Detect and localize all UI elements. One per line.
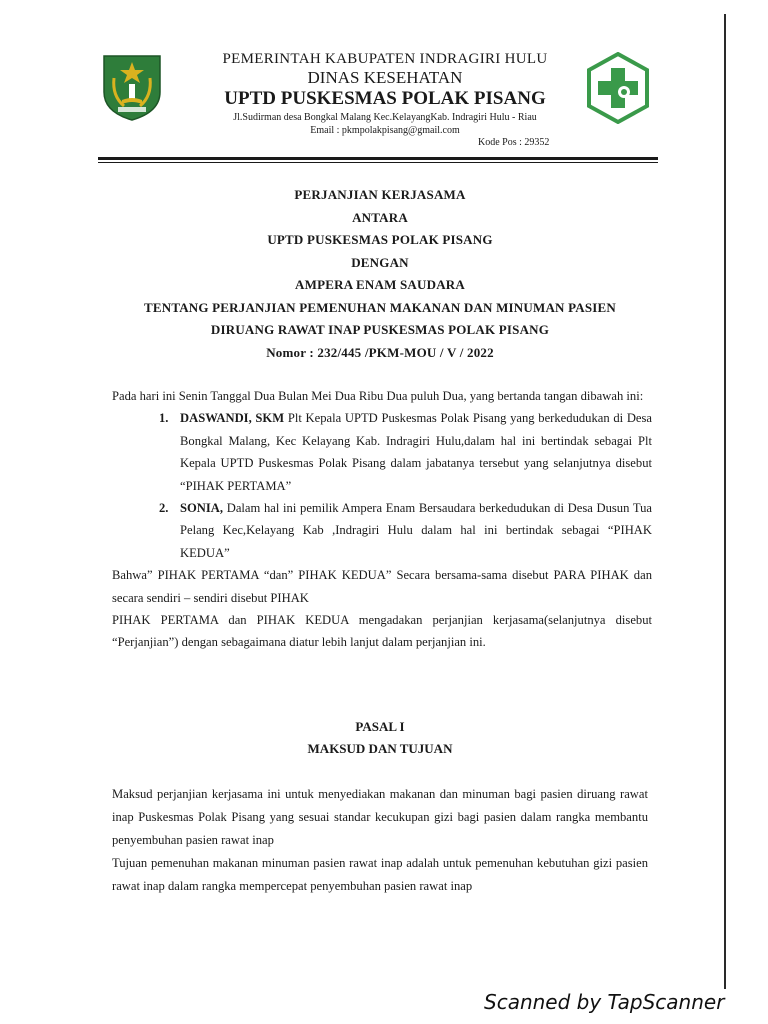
party-name: DASWANDI, SKM	[180, 411, 285, 426]
letterhead	[190, 50, 580, 137]
article-number: PASAL I	[355, 719, 405, 734]
agreement-number: Nomor : 232/445 /PKM-MOU / V / 2022	[266, 344, 494, 360]
list-item	[112, 407, 652, 497]
party-description: Dalam hal ini pemilik Ampera Enam Bersaudara berkedudukan di Desa Dusun Tua Pelang Kec,Kelayang Kab ,Indragiri Hulu dalam hal ini bertindak sebagai “PIHAK KEDUA”	[180, 501, 652, 560]
title-line-3: UPTD PUSKESMAS POLAK PISANG	[267, 232, 493, 247]
article-title: MAKSUD DAN TUJUAN	[307, 741, 453, 756]
regency-emblem-icon	[100, 52, 164, 122]
letterhead-rule-thin	[98, 162, 658, 163]
objective-paragraph: Tujuan pemenuhan makanan minuman pasien rawat inap adalah untuk pemenuhan kebutuhan gizi pasien rawat inap dalam rangka mempercepat penyembuhan pasien rawat inap	[112, 856, 648, 893]
parties-list	[112, 407, 652, 564]
title-line-1: PERJANJIAN KERJASAMA	[294, 187, 466, 202]
article-heading	[100, 716, 660, 760]
letterhead-government: PEMERINTAH KABUPATEN INDRAGIRI HULU	[222, 51, 548, 67]
article-body	[112, 783, 648, 898]
title-line-7: DIRUANG RAWAT INAP PUSKESMAS POLAK PISANG	[210, 322, 550, 337]
letterhead-department: DINAS KESEHATAN	[307, 68, 463, 87]
agreement-body	[112, 385, 652, 654]
letterhead-address: Jl.Sudirman desa Bongkal Malang Kec.KelayangKab. Indragiri Hulu - Riau	[233, 112, 537, 123]
party-number: 2.	[159, 501, 169, 516]
letterhead-email: Email : pkmpolakpisang@gmail.com	[310, 125, 460, 136]
title-line-2: ANTARA	[352, 209, 408, 225]
agreement-statement-paragraph: PIHAK PERTAMA dan PIHAK KEDUA mengadakan perjanjian kerjasama(selanjutnya disebut “Perjanjian”) dengan sebagaimana diatur lebih lanjut dalam perjanjian ini.	[112, 613, 652, 650]
title-line-4: DENGAN	[351, 254, 409, 270]
health-cross-hexagon-icon	[586, 52, 650, 124]
scanner-watermark: Scanned by TapScanner	[484, 990, 725, 1014]
letterhead-postal-code: Kode Pos : 29352	[478, 137, 550, 148]
intro-paragraph: Pada hari ini Senin Tanggal Dua Bulan Mei Dua Ribu Dua puluh Dua, yang bertanda tangan dibawah ini:	[112, 389, 644, 403]
title-line-6: TENTANG PERJANJIAN PEMENUHAN MAKANAN DAN MINUMAN PASIEN	[143, 299, 616, 315]
party-name: SONIA,	[180, 501, 224, 516]
purpose-paragraph: Maksud perjanjian kerjasama ini untuk menyediakan makanan dan minuman bagi pasien diruang rawat inap Puskesmas Polak Pisang yang sesuai standar kecukupan gizi bagi pasien dalam rangka membantu penyembuhan pasien rawat inap	[112, 787, 648, 847]
letterhead-institution: UPTD PUSKESMAS POLAK PISANG	[224, 88, 546, 109]
scan-edge-line	[724, 14, 726, 989]
agreement-title-block	[100, 184, 660, 364]
title-line-5: AMPERA ENAM SAUDARA	[295, 277, 465, 292]
party-number: 1.	[159, 411, 169, 426]
letterhead-rule-thick	[98, 157, 658, 160]
parties-definition-paragraph: Bahwa” PIHAK PERTAMA “dan” PIHAK KEDUA” Secara bersama-sama disebut PARA PIHAK dan secara sendiri – sendiri disebut PIHAK	[112, 568, 652, 605]
list-item	[112, 497, 652, 564]
party-description: Plt Kepala UPTD Puskesmas Polak Pisang yang berkedudukan di Desa Bongkal Malang, Kec Kelayang Kab. Indragiri Hulu,dalam hal ini bertindak sebagai Plt Kepala UPTD Puskesmas Polak Pisang dalam jabatanya tersebut yang selanjutnya disebut “PIHAK PERTAMA”	[180, 411, 653, 493]
